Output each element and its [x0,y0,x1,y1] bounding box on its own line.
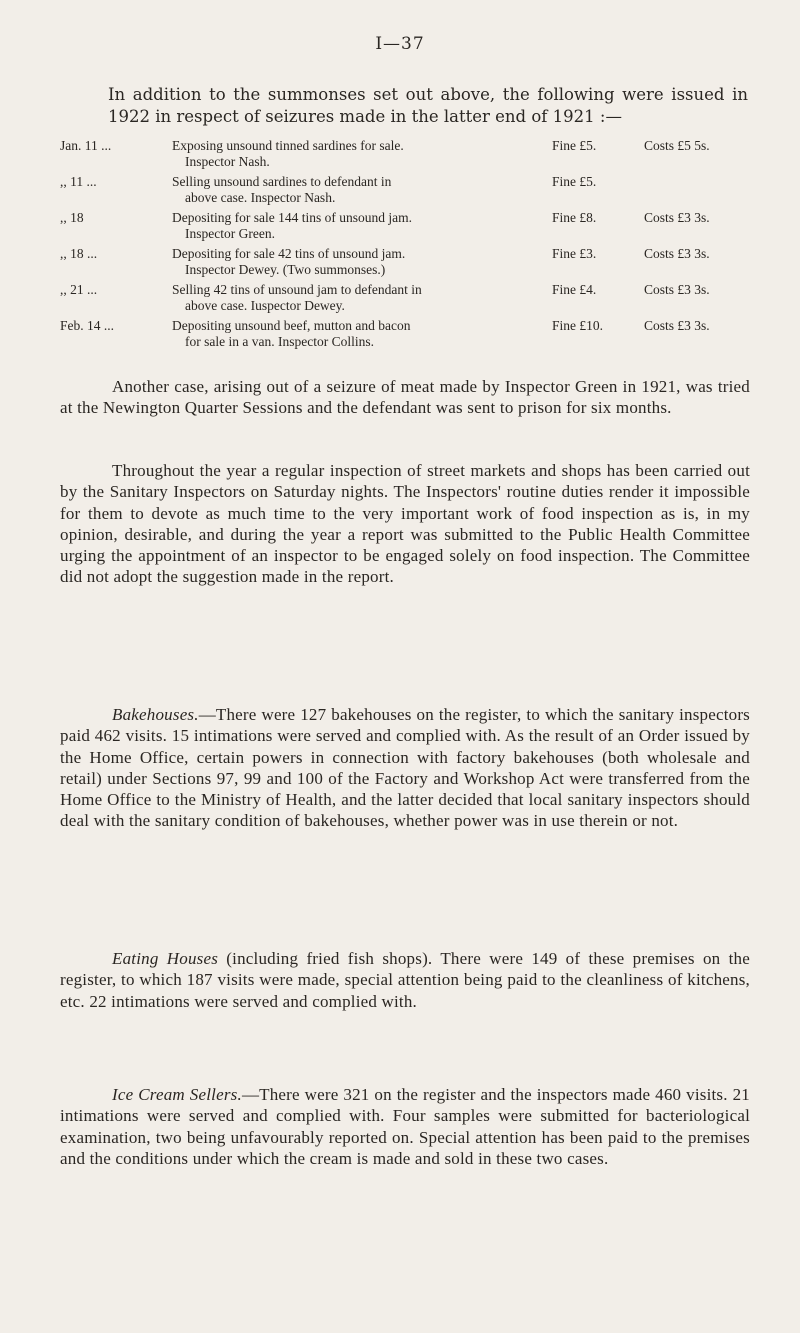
eating-houses-heading: Eating Houses [112,949,219,968]
case-description [172,174,552,206]
case-costs: Costs £3 3s. [644,282,710,297]
case-date: ,, 11 ... [60,174,97,189]
case-date: ,, 21 ... [60,282,98,297]
case-date: Jan. 11 ... [60,138,112,153]
eating-houses-text: (including fried fish shops). There were 149 of these premises on the register, to which 187 visits were made, special attention being paid to the cleanliness of kitchens, etc. 22 intimations were served and complied with. [60,949,750,1011]
case-desc-line2: Inspector Green. [185,226,275,241]
case-costs: Costs £3 3s. [644,210,710,225]
case-description [172,318,552,350]
case-desc-line2: above case. Inspector Nash. [185,190,336,205]
case-date: Feb. 14 ... [60,318,114,333]
case-description [172,210,552,242]
intro-paragraph [108,84,748,128]
eating-houses-paragraph [60,948,750,1012]
ice-cream-paragraph [60,1084,750,1169]
case-desc-line1: Selling unsound sardines to defendant in [172,174,392,189]
ice-cream-text: —There were 321 on the register and the inspectors made 460 visits. 21 intimations were served and complied with. Four samples were submitted for bacteriological examination, two being unfavourably reported on. Special attention has been paid to the premises and the conditions under which the cream is made and sold in these two cases. [60,1085,750,1168]
case-desc-line2: for sale in a van. Inspector Collins. [185,334,374,349]
case-date: ,, 18 [60,210,84,225]
case-fine: Fine £5. [552,174,597,189]
list-item [60,138,760,174]
list-item [60,282,760,318]
case-fine: Fine £3. [552,246,597,261]
paragraph-text [60,1084,750,1169]
bakehouses-paragraph [60,704,750,832]
case-description [172,138,552,170]
paragraph-text: Another case, arising out of a seizure of meat made by Inspector Green in 1921, was tried at the Newington Quarter Sessions and the defendant was sent to prison for six months. [60,377,750,418]
list-item [60,174,760,210]
paragraph-text [60,948,750,1012]
case-description [172,246,552,278]
case-desc-line1: Depositing unsound beef, mutton and bacon [172,318,411,333]
case-desc-line1: Exposing unsound tinned sardines for sale. [172,138,404,153]
case-desc-line1: Depositing for sale 42 tins of unsound jam. [172,246,406,261]
list-item [60,210,760,246]
case-desc-line2: above case. Iuspector Dewey. [185,298,345,313]
list-item [60,318,760,354]
summons-list [60,138,760,354]
case-fine: Fine £5. [552,138,597,153]
page-number: I—37 [375,34,425,54]
intro-text: In addition to the summonses set out above, the following were issued in 1922 in respect of seizures made in the latter end of 1921 :— [108,85,748,126]
paragraph-text: Throughout the year a regular inspection of street markets and shops has been carried out by the Sanitary Inspectors on Saturday nights. The Inspectors' routine duties render it impossible for them to devote as much time to the very important work of food inspection as is, in my opinion, desirable, and during the year a report was submitted to the Public Health Committee urging the appointment of an inspector to be engaged solely on food inspection. The Committee did not adopt the suggestion made in the report. [60,461,750,587]
paragraph-text [60,704,750,832]
case-fine: Fine £10. [552,318,604,333]
throughout-paragraph [60,460,750,588]
ice-cream-heading: Ice Cream Sellers. [112,1085,242,1104]
case-desc-line2: Inspector Nash. [185,154,270,169]
case-fine: Fine £8. [552,210,597,225]
list-item [60,246,760,282]
bakehouses-text: —There were 127 bakehouses on the register, to which the sanitary inspectors paid 462 visits. 15 intimations were served and complied with. As the result of an Order issued by the Home Office, certain powers in connection with factory bakehouses (both wholesale and retail) under Sections 97, 99 and 100 of the Factory and Workshop Act were transferred from the Home Office to the Ministry of Health, and the latter decided that local sanitary inspectors should deal with the sanitary condition of bakehouses, whether power was in use therein or not. [60,705,750,831]
case-desc-line1: Selling 42 tins of unsound jam to defendant in [172,282,422,297]
case-costs: Costs £5 5s. [644,138,710,153]
case-date: ,, 18 ... [60,246,98,261]
case-costs: Costs £3 3s. [644,318,710,333]
case-description [172,282,552,314]
case-fine: Fine £4. [552,282,597,297]
case-desc-line2: Inspector Dewey. (Two summonses.) [185,262,386,277]
case-desc-line1: Depositing for sale 144 tins of unsound jam. [172,210,412,225]
bakehouses-heading: Bakehouses. [112,705,199,724]
case-costs: Costs £3 3s. [644,246,710,261]
another-case-paragraph [60,376,750,419]
